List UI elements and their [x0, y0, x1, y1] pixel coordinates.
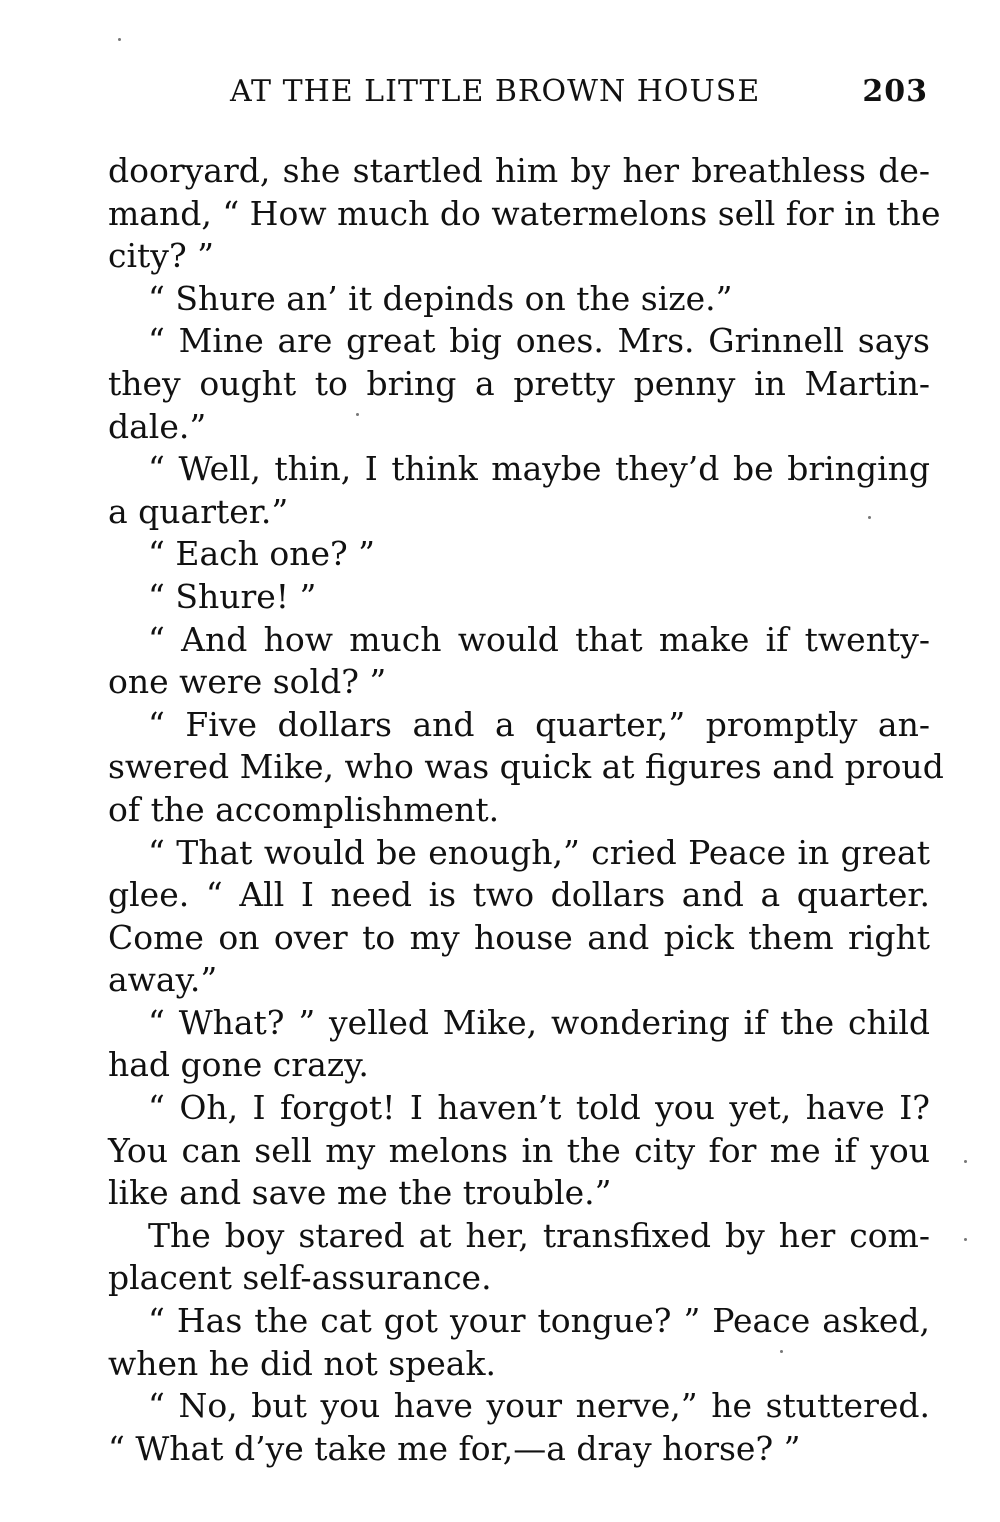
text-line: glee. “ All I need is two dollars and a quarter.	[108, 875, 930, 915]
text-line: “ No, but you have your nerve,” he stuttered.	[148, 1386, 930, 1426]
text-line: “ Shure! ”	[148, 576, 317, 616]
text-line: dooryard, she startled him by her breathless de-	[108, 151, 930, 190]
text-line: “ Shure an’ it depinds on the size.”	[148, 278, 733, 318]
text-line: “ Well, thin, I think maybe they’d be bringing	[148, 449, 930, 489]
print-speck	[964, 1238, 967, 1241]
page-number: 203	[862, 74, 928, 109]
text-line: one were sold? ”	[108, 662, 387, 702]
text-line: “ What d’ye take me for,—a dray horse? ”	[108, 1428, 801, 1468]
text-line: “ Each one? ”	[148, 534, 376, 574]
text-line: they ought to bring a pretty penny in Martin-	[108, 363, 930, 403]
print-speck	[356, 413, 359, 416]
text-line: when he did not speak.	[108, 1343, 496, 1383]
text-line: “ Five dollars and a quarter,” promptly an-	[148, 704, 930, 744]
print-speck	[964, 1160, 967, 1163]
running-title: AT THE LITTLE BROWN HOUSE	[230, 74, 761, 109]
text-line: “ That would be enough,” cried Peace in great	[148, 832, 930, 872]
text-line: Come on over to my house and pick them right	[108, 917, 930, 957]
text-line: “ Mine are great big ones. Mrs. Grinnell says	[148, 321, 930, 361]
text-line: away.”	[108, 960, 218, 1000]
text-line: You can sell my melons in the city for me if you	[108, 1130, 930, 1170]
text-line: city? ”	[108, 236, 214, 276]
text-line: “ Oh, I forgot! I haven’t told you yet, have I?	[148, 1088, 930, 1128]
text-line: The boy stared at her, transfixed by her com-	[148, 1215, 930, 1255]
text-line: “ What? ” yelled Mike, wondering if the child	[148, 1002, 930, 1042]
text-line: “ And how much would that make if twenty-	[148, 619, 930, 659]
text-line: a quarter.”	[108, 491, 289, 531]
text-line: placent self-assurance.	[108, 1258, 492, 1298]
text-line: mand, “ How much do watermelons sell for in the	[108, 193, 941, 233]
print-speck	[780, 1350, 783, 1353]
text-line: like and save me the trouble.”	[108, 1173, 612, 1213]
text-line: dale.”	[108, 406, 207, 446]
text-line: swered Mike, who was quick at figures and proud	[108, 747, 944, 787]
body-text	[108, 150, 944, 1470]
print-speck	[868, 516, 871, 519]
running-head	[108, 70, 928, 116]
print-speck	[118, 38, 121, 41]
text-line: “ Has the cat got your tongue? ” Peace asked,	[148, 1301, 930, 1341]
text-line: of the accomplishment.	[108, 789, 500, 829]
text-line: had gone crazy.	[108, 1045, 369, 1085]
